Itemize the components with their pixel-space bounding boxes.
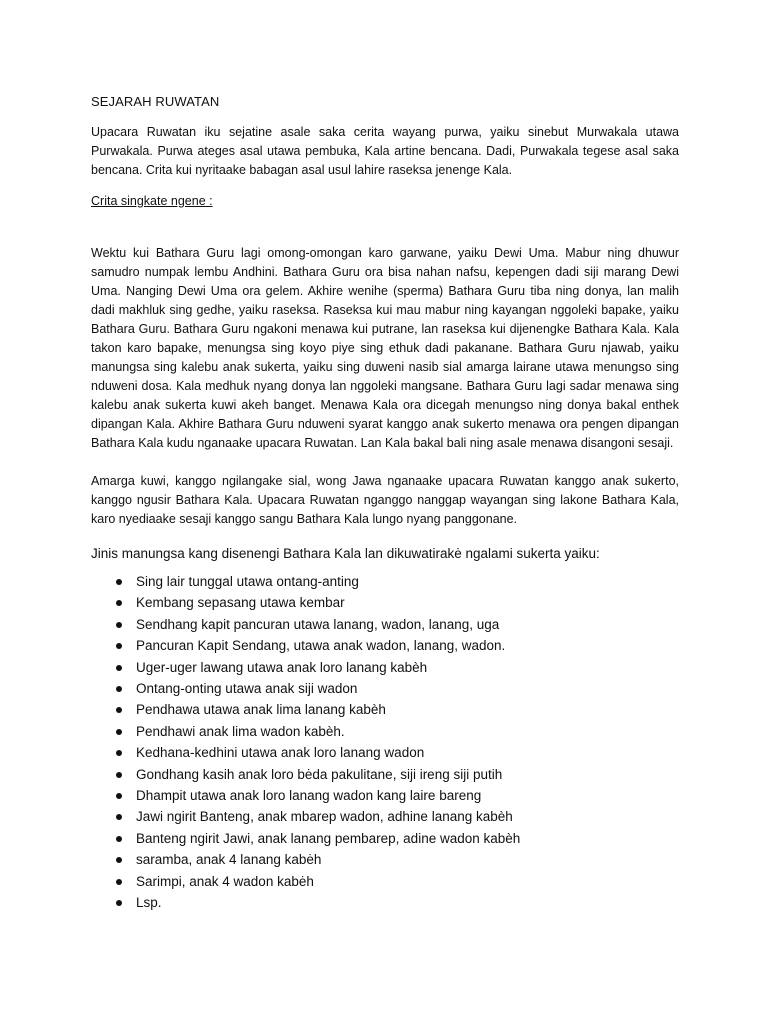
- bullet-icon: [116, 836, 122, 842]
- bullet-icon: [116, 814, 122, 820]
- story-subheading: Crita singkate ngene :: [91, 194, 213, 208]
- list-item-text: Jawi ngirit Banteng, anak mbarep wadon, adhine lanang kabèh: [136, 809, 513, 825]
- bullet-icon: [116, 600, 122, 606]
- story-paragraph-1: Wektu kui Bathara Guru lagi omong-omongan karo garwane, yaiku Dewi Uma. Mabur ning dhuwur samudro numpak lembu Andhini. Bathara Guru ora bisa nahan nafsu, kepengen dadi siji marang Dewi Uma. Nanging Dewi Uma ora gelem. Akhire wenihe (sperma) Bathara Guru tiba ning donya, lan malih dadi makhluk sing gedhe, yaiku raseksa. Raseksa kui mau mabur ning kayangan nggoleki bapake, yaiku Bathara Guru. Bathara Guru ngakoni menawa kui putrane, lan raseksa kui dijenengke Bathara Kala. Kala takon karo bapake, menungsa sing koyo piye sing ethuk dadi pakanane. Bathara Guru njawab, yaiku manungsa sing kalebu anak sukerta, yaiku sing duweni nasib sial amarga lairane utawa menungso sing nduweni dosa. Kala medhuk nyang donya lan nggoleki mangsane. Bathara Guru lagi sadar menawa sing kalebu anak sukerta kuwi akeh banget. Menawa Kala ora dicegah menungso ning donya bakal enthek dipangan Kala. Akhire Bathara Guru nduweni syarat kanggo anak sukerto menawa ora pengen dipangan Bathara Kala kudu nganaake upacara Ruwatan. Lan Kala bakal bali ning asale menawa disangoni sesaji.: [91, 246, 679, 450]
- bullet-icon: [116, 729, 122, 735]
- bullet-icon: [116, 707, 122, 713]
- list-item: [91, 785, 679, 806]
- list-item-text: Ontang-onting utawa anak siji wadon: [136, 681, 358, 697]
- list-item: [91, 635, 679, 656]
- list-item-text: Dhampit utawa anak loro lanang wadon kang laire bareng: [136, 788, 482, 804]
- list-item-text: saramba, anak 4 lanang kabėh: [136, 852, 322, 868]
- list-item: [91, 657, 679, 678]
- list-item-text: Pancuran Kapit Sendang, utawa anak wadon, lanang, wadon.: [136, 638, 506, 654]
- list-item: [91, 764, 679, 785]
- list-item-text: Kembang sepasang utawa kembar: [136, 595, 345, 611]
- list-item: [91, 742, 679, 763]
- list-item-text: Sendhang kapit pancuran utawa lanang, wadon, lanang, uga: [136, 616, 500, 632]
- list-item: [91, 828, 679, 849]
- bullet-icon: [116, 665, 122, 671]
- bullet-icon: [116, 772, 122, 778]
- list-item-text: Gondhang kasih anak loro bėda pakulitane, siji ireng siji putih: [136, 766, 503, 782]
- list-item: [91, 678, 679, 699]
- bullet-icon: [116, 643, 122, 649]
- document-title: SEJARAH RUWATAN: [91, 94, 220, 109]
- list-item: [91, 849, 679, 870]
- list-item-text: Uger-uger lawang utawa anak loro lanang kabèh: [136, 659, 428, 675]
- list-item: [91, 871, 679, 892]
- sukerta-list: [91, 571, 679, 914]
- document-page: [91, 94, 679, 914]
- list-item-text: Pendhawi anak lima wadon kabèh.: [136, 723, 345, 739]
- bullet-icon: [116, 900, 122, 906]
- list-intro: Jinis manungsa kang disenengi Bathara Kala lan dikuwatirakė ngalami sukerta yaiku:: [91, 546, 600, 561]
- bullet-icon: [116, 686, 122, 692]
- bullet-icon: [116, 793, 122, 799]
- list-item: [91, 571, 679, 592]
- bullet-icon: [116, 750, 122, 756]
- list-item: [91, 721, 679, 742]
- bullet-icon: [116, 857, 122, 863]
- bullet-icon: [116, 579, 122, 585]
- bullet-icon: [116, 622, 122, 628]
- list-item: [91, 592, 679, 613]
- list-item-text: Sing lair tunggal utawa ontang-anting: [136, 574, 359, 589]
- intro-paragraph: Upacara Ruwatan iku sejatine asale saka cerita wayang purwa, yaiku sinebut Murwakala utawa Purwakala. Purwa ateges asal utawa pembuka, Kala artine bencana. Dadi, Purwakala tegese asal saka bencana. Crita kui nyritaake babagan asal usul lahire raseksa jenenge Kala.: [91, 125, 679, 177]
- list-item-text: Kedhana-kedhini utawa anak loro lanang wadon: [136, 745, 425, 761]
- story-paragraph-2: Amarga kuwi, kanggo ngilangake sial, wong Jawa nganaake upacara Ruwatan kanggo anak sukerto, kanggo ngusir Bathara Kala. Upacara Ruwatan nganggo nanggap wayangan sing lakone Bathara Kala, karo nyediaake sesaji kanggo sangu Bathara Kala lungo nyang panggonane.: [91, 474, 679, 526]
- list-item-text: Sarimpi, anak 4 wadon kabėh: [136, 873, 314, 889]
- list-item: [91, 614, 679, 635]
- list-item-text: Lsp.: [136, 895, 162, 911]
- bullet-icon: [116, 879, 122, 885]
- list-item: [91, 892, 679, 913]
- list-item-text: Banteng ngirit Jawi, anak lanang pembarep, adine wadon kabèh: [136, 830, 521, 846]
- list-item: [91, 699, 679, 720]
- list-item-text: Pendhawa utawa anak lima lanang kabèh: [136, 702, 386, 718]
- list-item: [91, 806, 679, 827]
